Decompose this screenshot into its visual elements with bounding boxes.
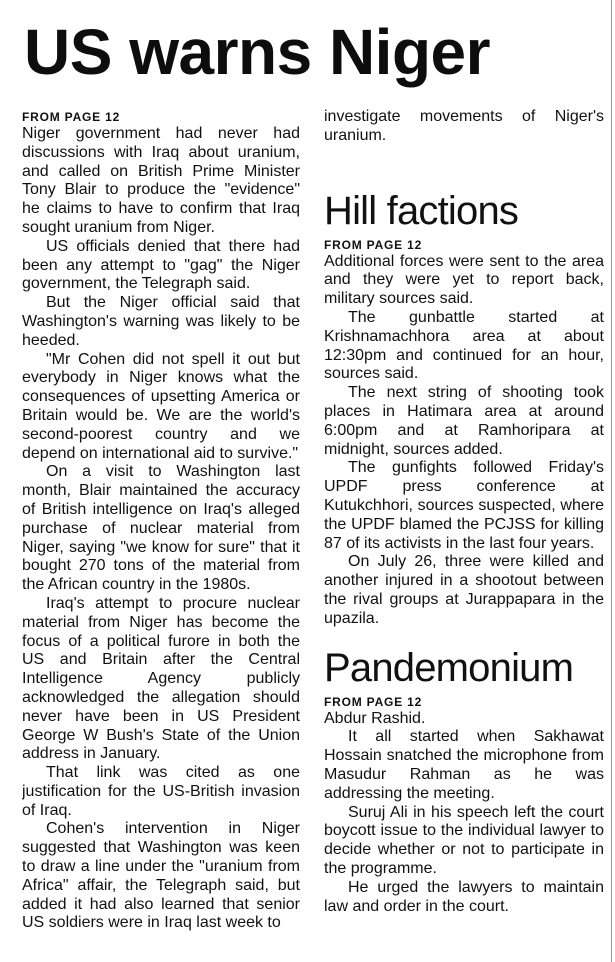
article-paragraph: "Mr Cohen did not spell it out but everybody in Niger knows what the consequences of upsetting America or Britain would be. We are the world's second-poorest country and we depend on international aid to survive." bbox=[22, 350, 300, 462]
article-paragraph: But the Niger official said that Washington's warning was likely to be heeded. bbox=[22, 294, 300, 349]
kicker-from-page: FROM PAGE 12 bbox=[22, 110, 121, 124]
article-paragraph: The gunfights followed Friday's UPDF press conference at Kutukchhori, sources suspected, where the UPDF blamed the PCJSS for killing 87 of its activists in the last four years. bbox=[324, 459, 604, 552]
article-paragraph: Suruj Ali in his speech left the court boycott issue to the individual lawyer to decide whether or not to participate in the programme. bbox=[324, 803, 604, 877]
article-paragraph: US officials denied that there had been any attempt to "gag" the Niger government, the Telegraph said. bbox=[22, 237, 300, 293]
article-paragraph: Additional forces were sent to the area and they were yet to report back, military sources said. bbox=[324, 252, 604, 308]
article-paragraph: It all started when Sakhawat Hossain snatched the microphone from Masudur Rahman as he was addressing the meeting. bbox=[324, 728, 604, 802]
article-paragraph: On July 26, three were killed and another injured in a shootout between the rival groups at Jurappapara in the upazila. bbox=[324, 553, 604, 627]
article-paragraph: The gunbattle started at Krishnamachhora area at about 12:30pm and continued for an hour, sources said. bbox=[324, 308, 604, 383]
article-paragraph: The next string of shooting took places in Hatimara area at around 6:00pm and at Ramhoripara at midnight, sources added. bbox=[324, 384, 604, 458]
right-column bbox=[324, 108, 604, 954]
article-paragraph: Iraq's attempt to procure nuclear material from Niger has become the focus of a political furore in both the US and Britain after the Central Intelligence Agency publicly acknowledged the allegation should never have been in US President George W Bush's State of the Union address in January. bbox=[22, 594, 300, 763]
article-paragraph: Cohen's intervention in Niger suggested that Washington was keen to draw a line under the "uranium from Africa" affair, the Telegraph said, but added it had also learned that senior US soldiers were in Iraq last week to bbox=[22, 820, 300, 932]
section-title-pandemonium: Pandemonium bbox=[324, 645, 574, 690]
section-title-hill-factions: Hill factions bbox=[324, 188, 519, 233]
article-paragraph: He urged the lawyers to maintain law and order in the court. bbox=[324, 878, 604, 915]
kicker-from-page: FROM PAGE 12 bbox=[324, 237, 423, 252]
continuation-paragraph: investigate movements of Niger's uranium. bbox=[324, 108, 604, 144]
article-paragraph: Abdur Rashid. bbox=[324, 709, 426, 727]
article-paragraph: Niger government had never had discussions with Iraq about uranium, and called on British Prime Minister Tony Blair to produce the "evidence" he claims to have to confirm that Iraq sought uranium from Niger. bbox=[22, 125, 300, 236]
article-paragraph: On a visit to Washington last month, Blair maintained the accuracy of British intelligence on Iraq's alleged purchase of nuclear material from Niger, saying "we know for sure" that it bought 270 tons of the material from the African country in the 1980s. bbox=[22, 463, 300, 594]
headline: US warns Niger bbox=[24, 16, 491, 88]
page-edge-rule bbox=[611, 0, 612, 962]
left-column bbox=[22, 108, 300, 954]
article-paragraph: That link was cited as one justification for the US-British invasion of Iraq. bbox=[22, 764, 300, 819]
kicker-from-page: FROM PAGE 12 bbox=[324, 694, 423, 709]
